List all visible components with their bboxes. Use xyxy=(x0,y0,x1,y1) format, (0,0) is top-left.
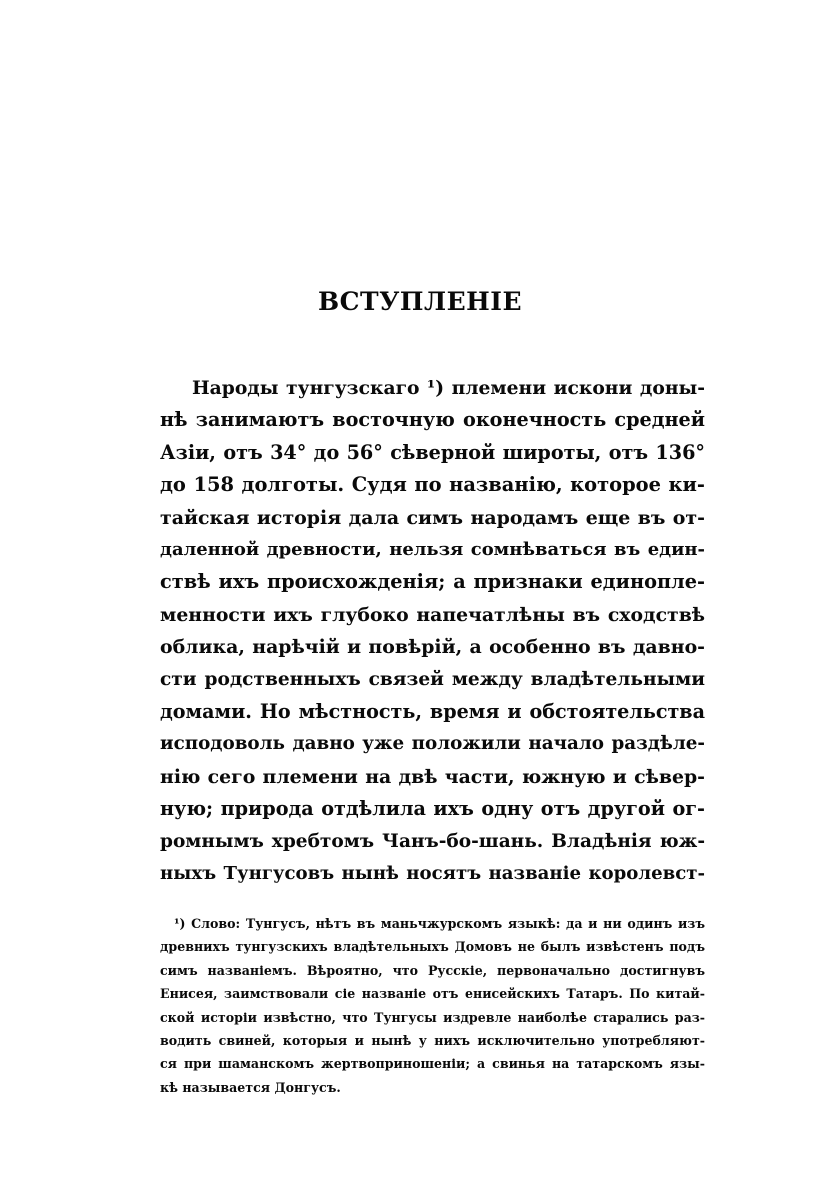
text-line: сти родственныхъ связей между владѣтельными xyxy=(160,668,705,690)
text-line: ныхъ Тунгусовъ нынѣ носятъ названіе королевст- xyxy=(160,863,705,885)
text-line: Народы тунгузскаго ¹) племени искони доны- xyxy=(192,377,705,399)
text-line: даленной древности, нельзя сомнѣваться въ един- xyxy=(160,539,705,561)
text-line: тайская исторія дала симъ народамъ еще въ от- xyxy=(160,506,705,529)
footnote-line: Енисея, заимствовали сіе названіе отъ енисейскихъ Татаръ. По китай- xyxy=(160,986,705,1002)
footnote-line: симъ названіемъ. Вѣроятно, что Русскіе, первоначально достигнувъ xyxy=(160,962,705,978)
footnote-line: ской исторіи извѣстно, что Тунгусы издревле наиболѣе старались раз- xyxy=(160,1009,705,1025)
footnote-line: древнихъ тунгузскихъ владѣтельныхъ Домовъ не былъ извѣстенъ подъ xyxy=(160,939,705,955)
text-line: облика, нарѣчій и повѣрій, а особенно въ давно- xyxy=(160,636,705,659)
text-line: Азіи, отъ 34° до 56° сѣверной широты, отъ 136° xyxy=(160,440,705,464)
text-line: до 158 долготы. Судя по названію, которое ки- xyxy=(160,473,705,497)
footnote-line: ся при шаманскомъ жертвоприношеніи; а свинья на татарскомъ язы- xyxy=(160,1056,705,1072)
text-line: ствѣ ихъ происхожденія; а признаки единопле- xyxy=(160,570,705,594)
text-line: домами. Но мѣстность, время и обстоятельства xyxy=(160,700,705,724)
footnote-line: водить свиней, которыя и нынѣ у нихъ исключительно употребляют- xyxy=(160,1033,705,1049)
text-line: нѣ занимаютъ восточную оконечность средней xyxy=(160,408,705,432)
text-line: ную; природа отдѣлила ихъ одну отъ другой ог- xyxy=(160,797,705,821)
footnote-line: ¹) Слово: Тунгусъ, нѣтъ въ маньчжурскомъ языкѣ: да и ни одинъ изъ xyxy=(174,916,705,931)
chapter-title: ВСТУПЛЕНІЕ xyxy=(317,287,523,316)
text-line: ромнымъ хребтомъ Чанъ-бо-шань. Владѣнія юж- xyxy=(160,830,705,852)
text-line: менности ихъ глубоко напечатлѣны въ сходствѣ xyxy=(160,603,705,626)
main-text xyxy=(160,372,705,891)
footnote xyxy=(160,912,705,1099)
footnote-line: кѣ называется Донгусъ. xyxy=(160,1079,341,1095)
text-line: нію сего племени на двѣ части, южную и сѣвер- xyxy=(160,765,705,788)
text-line: исподоволь давно уже положили начало раздѣле- xyxy=(160,733,705,755)
